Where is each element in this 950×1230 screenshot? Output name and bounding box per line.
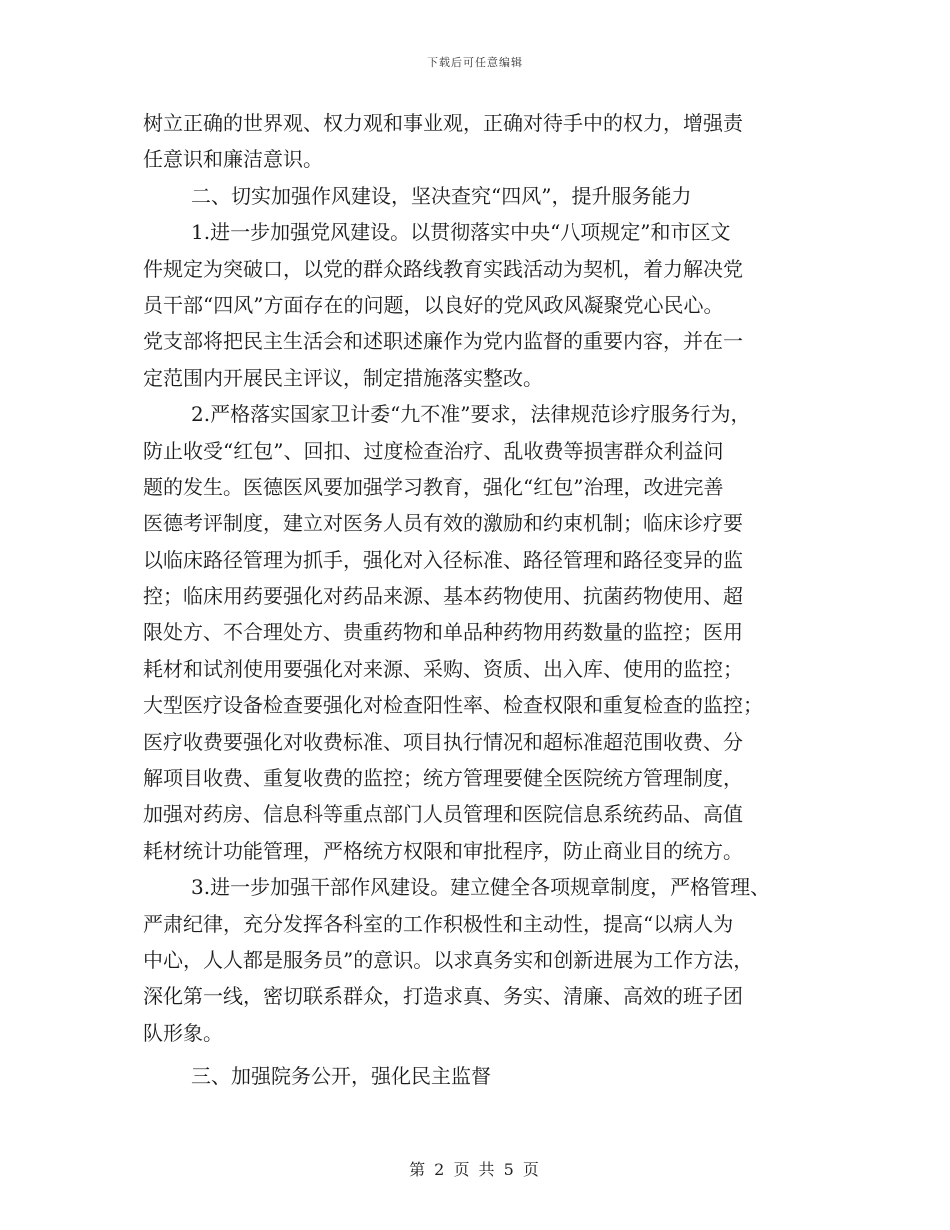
text-line: 件规定为突破口，以党的群众路线教育实践活动为契机，着力解决党: [143, 256, 743, 281]
text-line: 党支部将把民主生活会和述职述廉作为党内监督的重要内容，并在一: [143, 329, 743, 354]
text-line: 3.进一步加强干部作风建设。建立健全各项规章制度，严格管理、: [191, 875, 771, 900]
text-line: 以临床路径管理为抓手，强化对入径标准、路径管理和路径变异的监: [143, 547, 743, 572]
document-body: [143, 105, 823, 1095]
text-line: 医德考评制度，建立对医务人员有效的激励和约束机制；临床诊疗要: [143, 511, 743, 536]
text-line: 限处方、不合理处方、贵重药物和单品种药物用药数量的监控；医用: [143, 620, 743, 645]
section-heading: 三、加强院务公开，强化民主监督: [191, 1064, 491, 1089]
text-line: 医疗收费要强化对收费标准、项目执行情况和超标准超范围收费、分: [143, 729, 743, 754]
text-line: 树立正确的世界观、权力观和事业观，正确对待手中的权力，增强责: [143, 111, 743, 135]
text-line: 严肃纪律，充分发挥各科室的工作积极性和主动性，提高“以病人为: [143, 911, 734, 936]
text-line: 深化第一线，密切联系群众，打造求真、务实、清廉、高效的班子团: [143, 984, 743, 1009]
text-line: 任意识和廉洁意识。: [143, 147, 323, 172]
text-line: 防止收受“红包”、回扣、过度检查治疗、乱收费等损害群众利益问: [143, 438, 724, 463]
text-line: 解项目收费、重复收费的监控；统方管理要健全医院统方管理制度，: [143, 766, 743, 791]
text-line: 定范围内开展民主评议，制定措施落实整改。: [143, 365, 543, 390]
section-heading: 二、切实加强作风建设，坚决查究“四风”，提升服务能力: [191, 183, 692, 208]
page-header: 下载后可任意编辑: [427, 56, 523, 69]
text-line: 耗材和试剂使用要强化对来源、采购、资质、出入库、使用的监控；: [143, 656, 743, 681]
text-line: 2.严格落实国家卫计委“九不准”要求，法律规范诊疗服务行为，: [191, 402, 751, 427]
text-line: 加强对药房、信息科等重点部门人员管理和医院信息系统药品、高值: [143, 802, 743, 827]
text-line: 控；临床用药要强化对药品来源、基本药物使用、抗菌药物使用、超: [143, 584, 743, 609]
text-line: 耗材统计功能管理，严格统方权限和审批程序，防止商业目的统方。: [143, 838, 743, 863]
text-line: 大型医疗设备检查要强化对检查阳性率、检查权限和重复检查的监控；: [143, 693, 763, 718]
text-line: 队形象。: [143, 1020, 223, 1045]
page-number-footer: 第 2 页 共 5 页: [409, 1160, 541, 1179]
text-line: 题的发生。医德医风要加强学习教育，强化“红包”治理，改进完善: [143, 474, 724, 499]
text-line: 员干部“四风”方面存在的问题，以良好的党风政风凝聚党心民心。: [143, 292, 724, 317]
text-line: 中心，人人都是服务员”的意识。以求真务实和创新进展为工作方法，: [143, 947, 754, 972]
paragraph-gap: [143, 1051, 823, 1058]
text-line: 1.进一步加强党风建设。以贯彻落实中央“八项规定”和市区文: [191, 220, 731, 245]
